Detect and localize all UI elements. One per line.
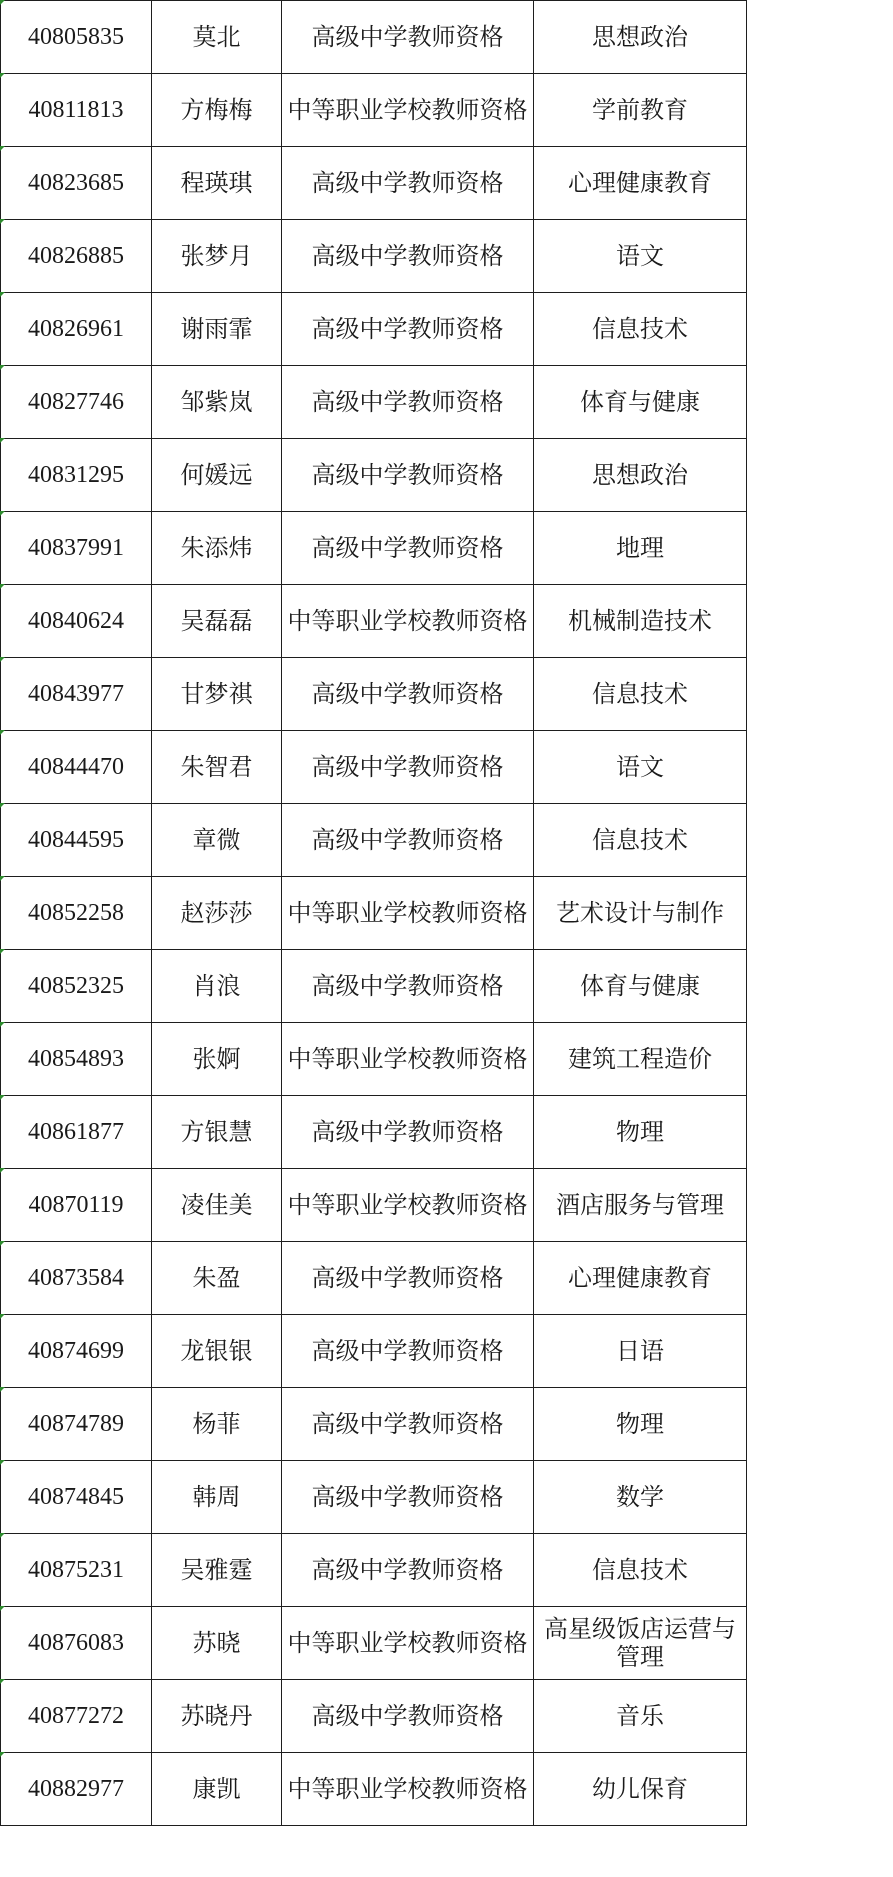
name-cell: 朱添炜 [152, 512, 282, 585]
name-cell: 龙银银 [152, 1315, 282, 1388]
table-row [1, 512, 747, 585]
table-row [1, 950, 747, 1023]
subject-cell: 建筑工程造价 [534, 1023, 747, 1096]
name-cell: 方银慧 [152, 1096, 282, 1169]
candidate-id-cell: 40870119 [1, 1169, 152, 1242]
candidate-id-cell: 40826961 [1, 293, 152, 366]
candidate-id-cell: 40843977 [1, 658, 152, 731]
candidate-id-cell: 40831295 [1, 439, 152, 512]
candidate-id-cell: 40874845 [1, 1461, 152, 1534]
name-cell: 吴雅霆 [152, 1534, 282, 1607]
name-cell: 苏晓 [152, 1607, 282, 1680]
subject-cell: 思想政治 [534, 1, 747, 74]
name-cell: 赵莎莎 [152, 877, 282, 950]
qualification-cell: 高级中学教师资格 [282, 366, 534, 439]
candidate-id-cell: 40844595 [1, 804, 152, 877]
qualification-cell: 中等职业学校教师资格 [282, 1023, 534, 1096]
candidate-id-cell: 40837991 [1, 512, 152, 585]
candidate-id-cell: 40852258 [1, 877, 152, 950]
subject-cell: 机械制造技术 [534, 585, 747, 658]
qualification-cell: 高级中学教师资格 [282, 950, 534, 1023]
name-cell: 凌佳美 [152, 1169, 282, 1242]
subject-cell: 地理 [534, 512, 747, 585]
table-row [1, 220, 747, 293]
candidate-id-cell: 40875231 [1, 1534, 152, 1607]
candidate-id-cell: 40882977 [1, 1753, 152, 1826]
subject-cell: 语文 [534, 731, 747, 804]
qualification-cell: 高级中学教师资格 [282, 1680, 534, 1753]
name-cell: 韩周 [152, 1461, 282, 1534]
candidate-id-cell: 40823685 [1, 147, 152, 220]
table-row [1, 74, 747, 147]
table-row [1, 366, 747, 439]
subject-cell: 思想政治 [534, 439, 747, 512]
candidate-id-cell: 40854893 [1, 1023, 152, 1096]
qualification-cell: 高级中学教师资格 [282, 439, 534, 512]
qualification-cell: 高级中学教师资格 [282, 293, 534, 366]
qualification-cell: 高级中学教师资格 [282, 1315, 534, 1388]
name-cell: 章微 [152, 804, 282, 877]
name-cell: 肖浪 [152, 950, 282, 1023]
name-cell: 谢雨霏 [152, 293, 282, 366]
subject-cell: 体育与健康 [534, 366, 747, 439]
name-cell: 张梦月 [152, 220, 282, 293]
name-cell: 莫北 [152, 1, 282, 74]
candidate-id-cell: 40874789 [1, 1388, 152, 1461]
subject-cell: 高星级饭店运营与管理 [534, 1607, 747, 1680]
table-row [1, 1023, 747, 1096]
table-row [1, 1607, 747, 1680]
table-row [1, 1680, 747, 1753]
qualification-cell: 高级中学教师资格 [282, 1, 534, 74]
candidate-id-cell: 40805835 [1, 1, 152, 74]
qualification-cell: 中等职业学校教师资格 [282, 877, 534, 950]
qualification-cell: 中等职业学校教师资格 [282, 1753, 534, 1826]
subject-cell: 幼儿保育 [534, 1753, 747, 1826]
subject-cell: 数学 [534, 1461, 747, 1534]
candidate-id-cell: 40874699 [1, 1315, 152, 1388]
subject-cell: 音乐 [534, 1680, 747, 1753]
candidate-id-cell: 40877272 [1, 1680, 152, 1753]
name-cell: 吴磊磊 [152, 585, 282, 658]
qualification-cell: 高级中学教师资格 [282, 1096, 534, 1169]
table-row [1, 1753, 747, 1826]
qualification-cell: 高级中学教师资格 [282, 1534, 534, 1607]
table-row [1, 147, 747, 220]
table-row [1, 1315, 747, 1388]
subject-cell: 日语 [534, 1315, 747, 1388]
subject-cell: 物理 [534, 1388, 747, 1461]
candidate-id-cell: 40852325 [1, 950, 152, 1023]
candidate-id-cell: 40827746 [1, 366, 152, 439]
subject-cell: 信息技术 [534, 658, 747, 731]
name-cell: 朱智君 [152, 731, 282, 804]
subject-cell: 体育与健康 [534, 950, 747, 1023]
table-row [1, 1388, 747, 1461]
table-row [1, 877, 747, 950]
candidate-id-cell: 40876083 [1, 1607, 152, 1680]
subject-cell: 心理健康教育 [534, 1242, 747, 1315]
name-cell: 康凯 [152, 1753, 282, 1826]
subject-cell: 学前教育 [534, 74, 747, 147]
qualification-cell: 高级中学教师资格 [282, 1242, 534, 1315]
qualification-cell: 高级中学教师资格 [282, 512, 534, 585]
name-cell: 朱盈 [152, 1242, 282, 1315]
table-row [1, 1242, 747, 1315]
name-cell: 甘梦祺 [152, 658, 282, 731]
table-row [1, 804, 747, 877]
qualification-cell: 高级中学教师资格 [282, 731, 534, 804]
name-cell: 张婀 [152, 1023, 282, 1096]
subject-cell: 语文 [534, 220, 747, 293]
candidate-id-cell: 40873584 [1, 1242, 152, 1315]
table-row [1, 658, 747, 731]
qualification-cell: 中等职业学校教师资格 [282, 1607, 534, 1680]
name-cell: 程瑛琪 [152, 147, 282, 220]
subject-cell: 信息技术 [534, 1534, 747, 1607]
candidate-id-cell: 40861877 [1, 1096, 152, 1169]
qualification-cell: 高级中学教师资格 [282, 658, 534, 731]
table-row [1, 1169, 747, 1242]
subject-cell: 信息技术 [534, 804, 747, 877]
name-cell: 邹紫岚 [152, 366, 282, 439]
qualification-cell: 中等职业学校教师资格 [282, 74, 534, 147]
table-row [1, 1, 747, 74]
qualification-cell: 高级中学教师资格 [282, 1461, 534, 1534]
candidate-id-cell: 40811813 [1, 74, 152, 147]
qualification-cell: 高级中学教师资格 [282, 804, 534, 877]
table-row [1, 1534, 747, 1607]
table-row [1, 293, 747, 366]
qualification-cell: 中等职业学校教师资格 [282, 585, 534, 658]
qualification-cell: 中等职业学校教师资格 [282, 1169, 534, 1242]
name-cell: 方梅梅 [152, 74, 282, 147]
qualification-cell: 高级中学教师资格 [282, 1388, 534, 1461]
name-cell: 何媛远 [152, 439, 282, 512]
subject-cell: 物理 [534, 1096, 747, 1169]
table-row [1, 439, 747, 512]
subject-cell: 酒店服务与管理 [534, 1169, 747, 1242]
name-cell: 杨菲 [152, 1388, 282, 1461]
candidate-id-cell: 40844470 [1, 731, 152, 804]
candidate-id-cell: 40826885 [1, 220, 152, 293]
name-cell: 苏晓丹 [152, 1680, 282, 1753]
table-row [1, 585, 747, 658]
table-row [1, 1096, 747, 1169]
subject-cell: 信息技术 [534, 293, 747, 366]
subject-cell: 心理健康教育 [534, 147, 747, 220]
qualification-cell: 高级中学教师资格 [282, 147, 534, 220]
candidate-id-cell: 40840624 [1, 585, 152, 658]
table-row [1, 1461, 747, 1534]
table-body [1, 1, 747, 1826]
table-row [1, 731, 747, 804]
qualification-cell: 高级中学教师资格 [282, 220, 534, 293]
subject-cell: 艺术设计与制作 [534, 877, 747, 950]
